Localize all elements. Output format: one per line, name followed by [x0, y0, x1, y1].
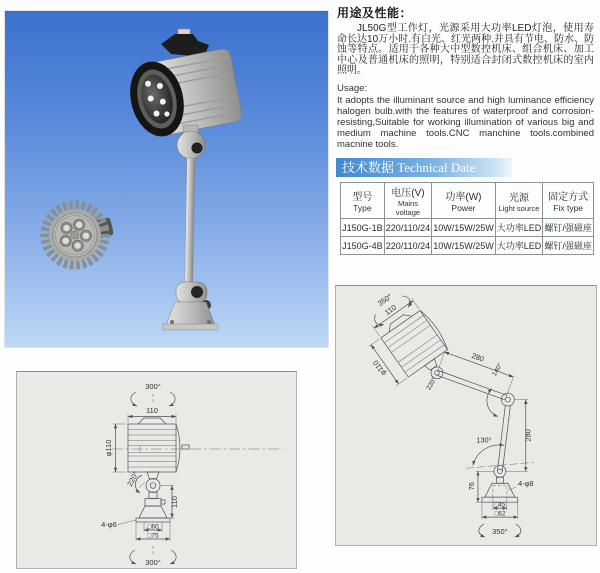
dim-label-base-height: 76 [466, 482, 476, 491]
dim-label-rotation-head: 350° [375, 291, 394, 309]
lower-arm-outline [497, 405, 510, 471]
page-title: 用途及性能： [337, 6, 413, 20]
head-outline [128, 418, 189, 472]
rotation-arrow-icon [131, 392, 137, 406]
dim-label-upper-arm: 280 [470, 351, 486, 364]
table-header-row [341, 183, 594, 219]
technical-data-header: 技术数据 Technical Date [336, 158, 512, 177]
dim-label-sq-outer: □75 [147, 532, 159, 540]
dim-label-head-diameter: φ110 [371, 358, 389, 378]
switch-lever [182, 445, 189, 449]
dimension-drawing-front [16, 371, 297, 569]
base-outline [136, 492, 170, 522]
dim-label-base-joint-angle: 130° [476, 435, 492, 445]
intro-section [337, 4, 594, 150]
column-header-power: 功率(W) Power [432, 183, 496, 219]
dimension-drawing-articulated [335, 285, 597, 546]
dim-label-rotation-bottom: 300° [145, 558, 161, 567]
usage-label: Usage: [337, 82, 368, 94]
dim-label-lower-arm: 280 [523, 429, 533, 442]
rotation-arrow-icon [130, 550, 136, 564]
column-header-light-source: 光源 Light source [495, 183, 543, 219]
dim-label-head-joint-angle: 220° [425, 376, 439, 392]
led-bulb-module [39, 197, 119, 272]
head-outline [350, 291, 462, 406]
base-joint-outline [494, 465, 506, 477]
dim-label-sq-inner: □60 [147, 523, 159, 531]
table-row: J150G-1B 220/110/24 10W/15W/25W 大功率LED 螺钉/强磁座 [341, 219, 594, 237]
intro-paragraph-cn: JL50G型工作灯，光源采用大功率LED灯泡，使用寿命长达10万小时.有白光、红光两种.并具有节电、防水、防蚀等特点。适用于各种大中型数控机床、组合机床、加工中心及普通机床的照明，特别适合封闭式数控机床的室内照明。 [337, 23, 594, 77]
lamp-arm [185, 158, 195, 282]
rotation-arrow-icon [170, 550, 176, 564]
dim-label-head-diameter: φ110 [104, 439, 113, 457]
product-photo [4, 10, 329, 348]
column-header-type: 型号 Type [341, 183, 385, 219]
dim-label-joint-angle: 220° [125, 469, 141, 488]
dim-label-head-width: 110 [383, 302, 398, 318]
rotation-arrow-icon [169, 392, 175, 406]
dim-label-sq-inner: □45 [494, 501, 506, 509]
rotation-arrow-icon [515, 524, 521, 537]
dim-label-column-height: 110 [170, 496, 179, 508]
dim-label-rotation-top: 300° [145, 382, 161, 391]
dim-label-sq-outer: □62 [494, 510, 506, 518]
technical-data-table [340, 182, 594, 255]
dim-label-head-width: 110 [146, 406, 158, 415]
dim-label-rotation-base: 350° [492, 527, 508, 537]
rotation-arrow-icon [479, 524, 485, 537]
angle-arc [487, 389, 498, 417]
lamp-illustration [5, 11, 328, 347]
dim-label-holes: 4-φ8 [517, 479, 534, 489]
knuckle-outline [139, 472, 160, 493]
dim-label-holes: 4-φ6 [101, 520, 117, 529]
column-header-fix-type: 固定方式 Fix type [543, 183, 594, 219]
table-row: J150G-4B 220/110/24 10W/15W/25W 大功率LED 螺钉/强磁座 [341, 237, 594, 255]
dim-label-elbow-angle: 140° [491, 362, 505, 378]
base-outline [482, 477, 518, 502]
intro-paragraph-en: It adopts the illuminant source and high luminance efficiency halogen bulb.with the features of waterproof and corrosion-resisting,Suitable for working illumination of various big and medium machine tools.CNC manchine tools.combined macnine tools. [337, 94, 594, 150]
column-header-voltage: 电压(V) Mains voltage [384, 183, 431, 219]
